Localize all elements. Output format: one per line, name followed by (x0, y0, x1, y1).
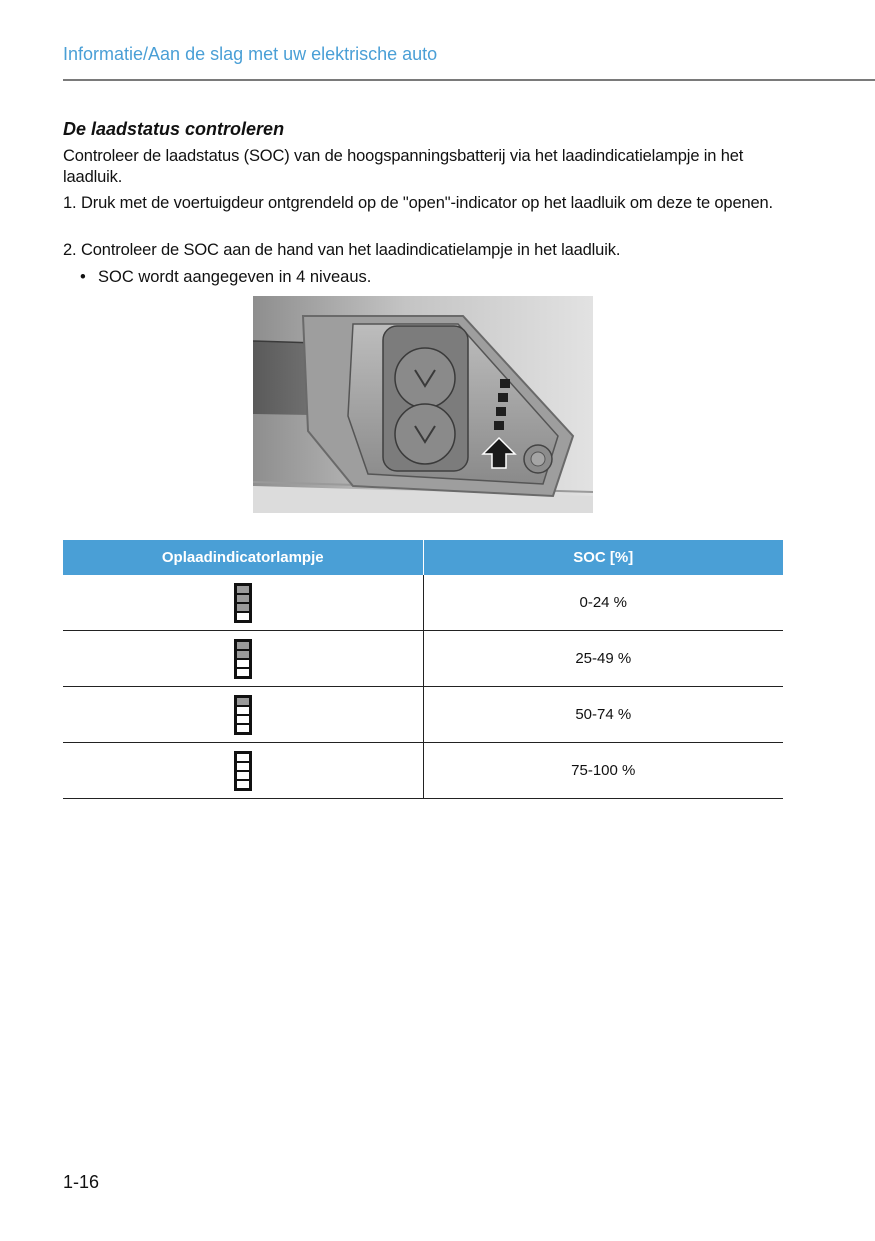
indicator-segment-unlit (237, 698, 249, 705)
indicator-segment-lit (237, 613, 249, 620)
soc-table (63, 540, 783, 799)
indicator-segment-lit (237, 781, 249, 788)
table-row (63, 687, 783, 743)
indicator-segment (494, 421, 504, 430)
step-text: Druk met de voertuigdeur ontgrendeld op de "open"-indicator op het laadluik om deze te openen. (81, 194, 773, 212)
indicator-segment (496, 407, 506, 416)
bullet-text: SOC wordt aangegeven in 4 niveaus. (98, 268, 372, 286)
indicator-segment-lit (237, 716, 249, 723)
indicator-segment-lit (237, 754, 249, 761)
indicator-segment-lit (237, 660, 249, 667)
table-header-soc: SOC [%] (423, 540, 783, 575)
indicator-segment-lit (237, 669, 249, 676)
indicator-segment-lit (237, 707, 249, 714)
table-row (63, 631, 783, 687)
intro-paragraph: Controleer de laadstatus (SOC) van de hoogspanningsbatterij via het laadindicatielampje in het laadluik. (63, 147, 744, 186)
step-number: 2. (63, 241, 77, 259)
bullet-item (80, 267, 371, 288)
soc-value: 25-49 % (423, 631, 783, 687)
indicator-cell (63, 743, 423, 799)
section-title: De laadstatus controleren (63, 119, 285, 139)
soc-value: 50-74 % (423, 687, 783, 743)
indicator-lamp-icon (234, 751, 252, 791)
step-item (63, 240, 786, 261)
indicator-cell (63, 631, 423, 687)
indicator-segment-lit (237, 772, 249, 779)
step-item (63, 193, 786, 214)
indicator-cell (63, 687, 423, 743)
indicator-lamp-icon (234, 639, 252, 679)
indicator-segment-unlit (237, 586, 249, 593)
indicator-lamp-icon (234, 583, 252, 623)
table-row (63, 743, 783, 799)
bullet-dot: • (80, 268, 86, 286)
step-number: 1. (63, 194, 77, 212)
socket-cap-bottom (395, 404, 455, 464)
indicator-segment-lit (237, 763, 249, 770)
indicator-segment (500, 379, 510, 388)
soc-value: 0-24 % (423, 575, 783, 631)
indicator-segment-unlit (237, 651, 249, 658)
indicator-segment (498, 393, 508, 402)
indicator-segment-lit (237, 725, 249, 732)
indicator-segment-unlit (237, 604, 249, 611)
table-header-indicator: Oplaadindicatorlampje (63, 540, 423, 575)
step-text: Controleer de SOC aan de hand van het laadindicatielampje in het laadluik. (81, 241, 621, 259)
indicator-cell (63, 575, 423, 631)
indicator-lamp-icon (234, 695, 252, 735)
table-row (63, 575, 783, 631)
page-number: 1-16 (63, 1172, 100, 1192)
header-divider (63, 79, 875, 81)
soc-value: 75-100 % (423, 743, 783, 799)
charge-port-illustration (253, 296, 593, 513)
indicator-segment-unlit (237, 642, 249, 649)
socket-cap-top (395, 348, 455, 408)
header-title: Informatie/Aan de slag met uw elektrische auto (63, 44, 438, 64)
indicator-segment-unlit (237, 595, 249, 602)
